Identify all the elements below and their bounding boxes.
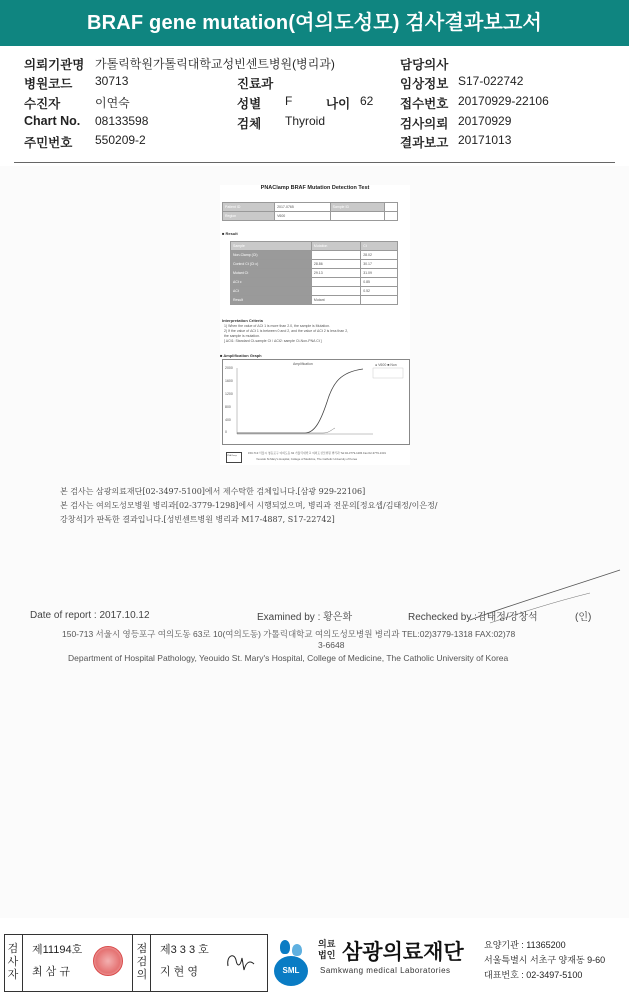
- y-tick: 2000: [225, 366, 233, 370]
- value-clinical-info: S17-022742: [458, 74, 524, 88]
- y-tick: 1200: [225, 392, 233, 396]
- report-title: BRAF gene mutation(여의도성모) 검사결과보고서: [0, 0, 629, 46]
- label-resident-no: 주민번호: [24, 136, 73, 150]
- table-cell: Ct: [361, 242, 398, 251]
- table-cell: Sample: [231, 242, 312, 251]
- amplification-label: ■ Amplification Graph: [220, 353, 262, 358]
- table-cell: [385, 212, 398, 221]
- note-line: 본 검사는 여의도성모병원 병리과[02-3779-1298]에서 시행되었으며, 병리과 전문의[정요셉/김태정/이은정/: [60, 501, 438, 510]
- interpretation-line: 2) If the value of ΔCt 1 is between 0 and 2, and the value of ΔCt 2 is less than 2,: [224, 329, 349, 333]
- value-receipt-no: 20170929-22106: [458, 94, 549, 108]
- department-line: Department of Hospital Pathology, Yeouido St. Mary's Hospital, College of Medicine, The Catholic University of Korea: [68, 653, 509, 663]
- lab-address-line: 150-713 서울시 영등포구 여의도동 62 가톨릭대학교 여의도성모병원 병리과 Tel:02-3779-1284 Fax:02-3779-1331: [248, 451, 386, 455]
- table-cell: [330, 212, 385, 221]
- result-label: ■ Result: [222, 231, 238, 236]
- label-clinical-info: 임상정보: [400, 77, 449, 91]
- label-department: 진료과: [237, 77, 274, 91]
- checker-name: 지 현 영: [160, 966, 198, 978]
- patient-header: [0, 46, 629, 164]
- org-info-code: 요양기관 : 11365200: [484, 940, 566, 950]
- divider: [22, 935, 23, 991]
- interpretation-line: 1) When the value of ΔCt 1 is more than 2.0, the sample is Mutation.: [224, 324, 331, 328]
- rechecked-by: Rechecked by :김태정/강창석: [408, 612, 538, 623]
- table-cell: Region: [223, 212, 275, 221]
- org-info-phone: 대표번호 : 02-3497-5100: [484, 970, 583, 980]
- interpretation-label: Interpretation Criteria: [222, 318, 263, 323]
- sample-info-table: [222, 202, 398, 221]
- header-divider: [14, 162, 615, 163]
- table-cell: 2017-0765: [275, 203, 331, 212]
- label-attending-doctor: 담당의사: [400, 58, 449, 72]
- label-test-request: 검사의뢰: [400, 117, 449, 131]
- label-receipt-no: 접수번호: [400, 97, 449, 111]
- checker-label: [135, 942, 149, 981]
- examiner-label-text: 검사자: [7, 942, 19, 981]
- table-cell: Non-Clamp (Ct): [231, 251, 312, 260]
- label-result-report: 결과보고: [400, 136, 449, 150]
- lab-logo-icon: [226, 452, 242, 463]
- table-cell: [311, 278, 360, 287]
- label-sex: 성별: [237, 97, 262, 111]
- date-of-report: Date of report : 2017.10.12: [30, 610, 150, 621]
- examiner-name: 최 삼 규: [32, 966, 70, 978]
- seal-mark: (인): [575, 612, 592, 623]
- table-cell: Control Ct (Ct c): [231, 260, 312, 269]
- corp-label: 의료법인: [318, 940, 336, 961]
- table-cell: [385, 203, 398, 212]
- bottom-signature-bar: [0, 930, 629, 1000]
- value-resident-no: 550209-2: [95, 133, 146, 147]
- graph-title: Amplification: [293, 362, 313, 366]
- table-cell: Mutation: [311, 242, 360, 251]
- graph-legend: ● V600 ■ Non: [375, 363, 397, 367]
- y-tick: 800: [225, 405, 231, 409]
- hospital-address: 150-713 서울시 영등포구 여의도동 63로 10(여의도동) 가톨릭대학교 여의도성모병원 병리과 TEL:02)3779-1318 FAX:02)78: [62, 629, 516, 639]
- examiner-license: 제11194호: [32, 944, 83, 956]
- label-requesting-institution: 의뢰기관명: [24, 58, 85, 72]
- note-line: 강창석]가 판독한 결과입니다.[성빈센트병원 병리과 M17-4887, S17-22742]: [60, 515, 335, 524]
- logo-flame: [292, 944, 302, 956]
- table-cell: 30.17: [361, 260, 398, 269]
- checker-signature-icon: [224, 948, 258, 974]
- table-cell: Mutant: [311, 296, 360, 305]
- examiner-label: [6, 942, 20, 981]
- pnaclamp-title: PNAClamp BRAF Mutation Detection Test: [260, 185, 370, 191]
- signature-stroke: [450, 565, 629, 635]
- table-cell: Mutant Ct: [231, 269, 312, 278]
- table-cell: [311, 287, 360, 296]
- value-result-report: 20171013: [458, 133, 512, 147]
- table-cell: Result: [231, 296, 312, 305]
- sml-logo-icon: [272, 938, 312, 988]
- table-cell: Sample ID: [330, 203, 385, 212]
- value-patient: 이연숙: [95, 96, 130, 110]
- note-line: 본 검사는 삼광의료재단[02-3497-5100]에서 제수탁한 검체입니다.[삼광 929-22106]: [60, 487, 366, 496]
- lab-logo-text: PNAClamp: [227, 455, 237, 457]
- value-hospital-code: 30713: [95, 74, 129, 88]
- table-cell: [311, 251, 360, 260]
- interpretation-line: [ ΔCt1: Standard Ct-sample Ct / ΔCt2: sample Ct-Non-PNA Ct ]: [224, 339, 322, 343]
- y-tick: 400: [225, 418, 231, 422]
- pnaclamp-report: [220, 185, 410, 465]
- hospital-address-cont: 3-6648: [318, 640, 345, 650]
- divider: [132, 935, 133, 991]
- label-specimen: 검체: [237, 117, 262, 131]
- table-cell: 0.85: [361, 278, 398, 287]
- table-cell: 31.09: [361, 269, 398, 278]
- value-test-request: 20170929: [458, 114, 512, 128]
- table-cell: V600: [275, 212, 331, 221]
- lab-name-line: Yeouido St.Mary's Hospital, College of Medicine, The Catholic University of Korea: [256, 457, 357, 461]
- amplification-graph: [222, 359, 410, 445]
- org-info-address: 서울특별시 서초구 양재동 9-60: [484, 955, 606, 965]
- result-table: [230, 241, 398, 305]
- value-specimen: Thyroid: [285, 114, 326, 128]
- table-cell: [361, 296, 398, 305]
- value-requesting-institution: 가톨릭학원가톨릭대학교성빈센트병원(병리과): [95, 57, 335, 71]
- org-name: 삼광의료재단: [342, 940, 464, 964]
- checker-label-text: 점검의: [136, 942, 148, 981]
- table-cell: 28.86: [311, 260, 360, 269]
- value-chart-no: 08133598: [95, 114, 149, 128]
- y-tick: 1600: [225, 379, 233, 383]
- table-cell: ΔCt: [231, 287, 312, 296]
- table-cell: ΔCt c: [231, 278, 312, 287]
- table-cell: 28.02: [361, 251, 398, 260]
- table-cell: 0.52: [361, 287, 398, 296]
- label-chart-no: Chart No.: [24, 114, 81, 128]
- table-cell: Patient ID: [223, 203, 275, 212]
- table-cell: 29.13: [311, 269, 360, 278]
- divider: [150, 935, 151, 991]
- checker-license: 제3 3 3 호: [160, 944, 209, 956]
- logo-flame: [280, 940, 290, 954]
- y-tick: 0: [225, 430, 227, 434]
- label-age: 나이: [326, 97, 351, 111]
- sml-text: SML: [282, 966, 300, 975]
- interpretation-line: the sample is mutation.: [224, 334, 260, 338]
- value-age: 62: [360, 94, 374, 108]
- amplification-curve: [223, 360, 409, 444]
- label-hospital-code: 병원코드: [24, 77, 73, 91]
- org-english-name: Samkwang medical Laboratories: [320, 966, 451, 975]
- label-patient: 수진자: [24, 97, 61, 111]
- examined-by: Examined by : 황은화: [257, 612, 353, 623]
- red-seal-icon: [93, 946, 123, 976]
- value-sex: F: [285, 94, 293, 108]
